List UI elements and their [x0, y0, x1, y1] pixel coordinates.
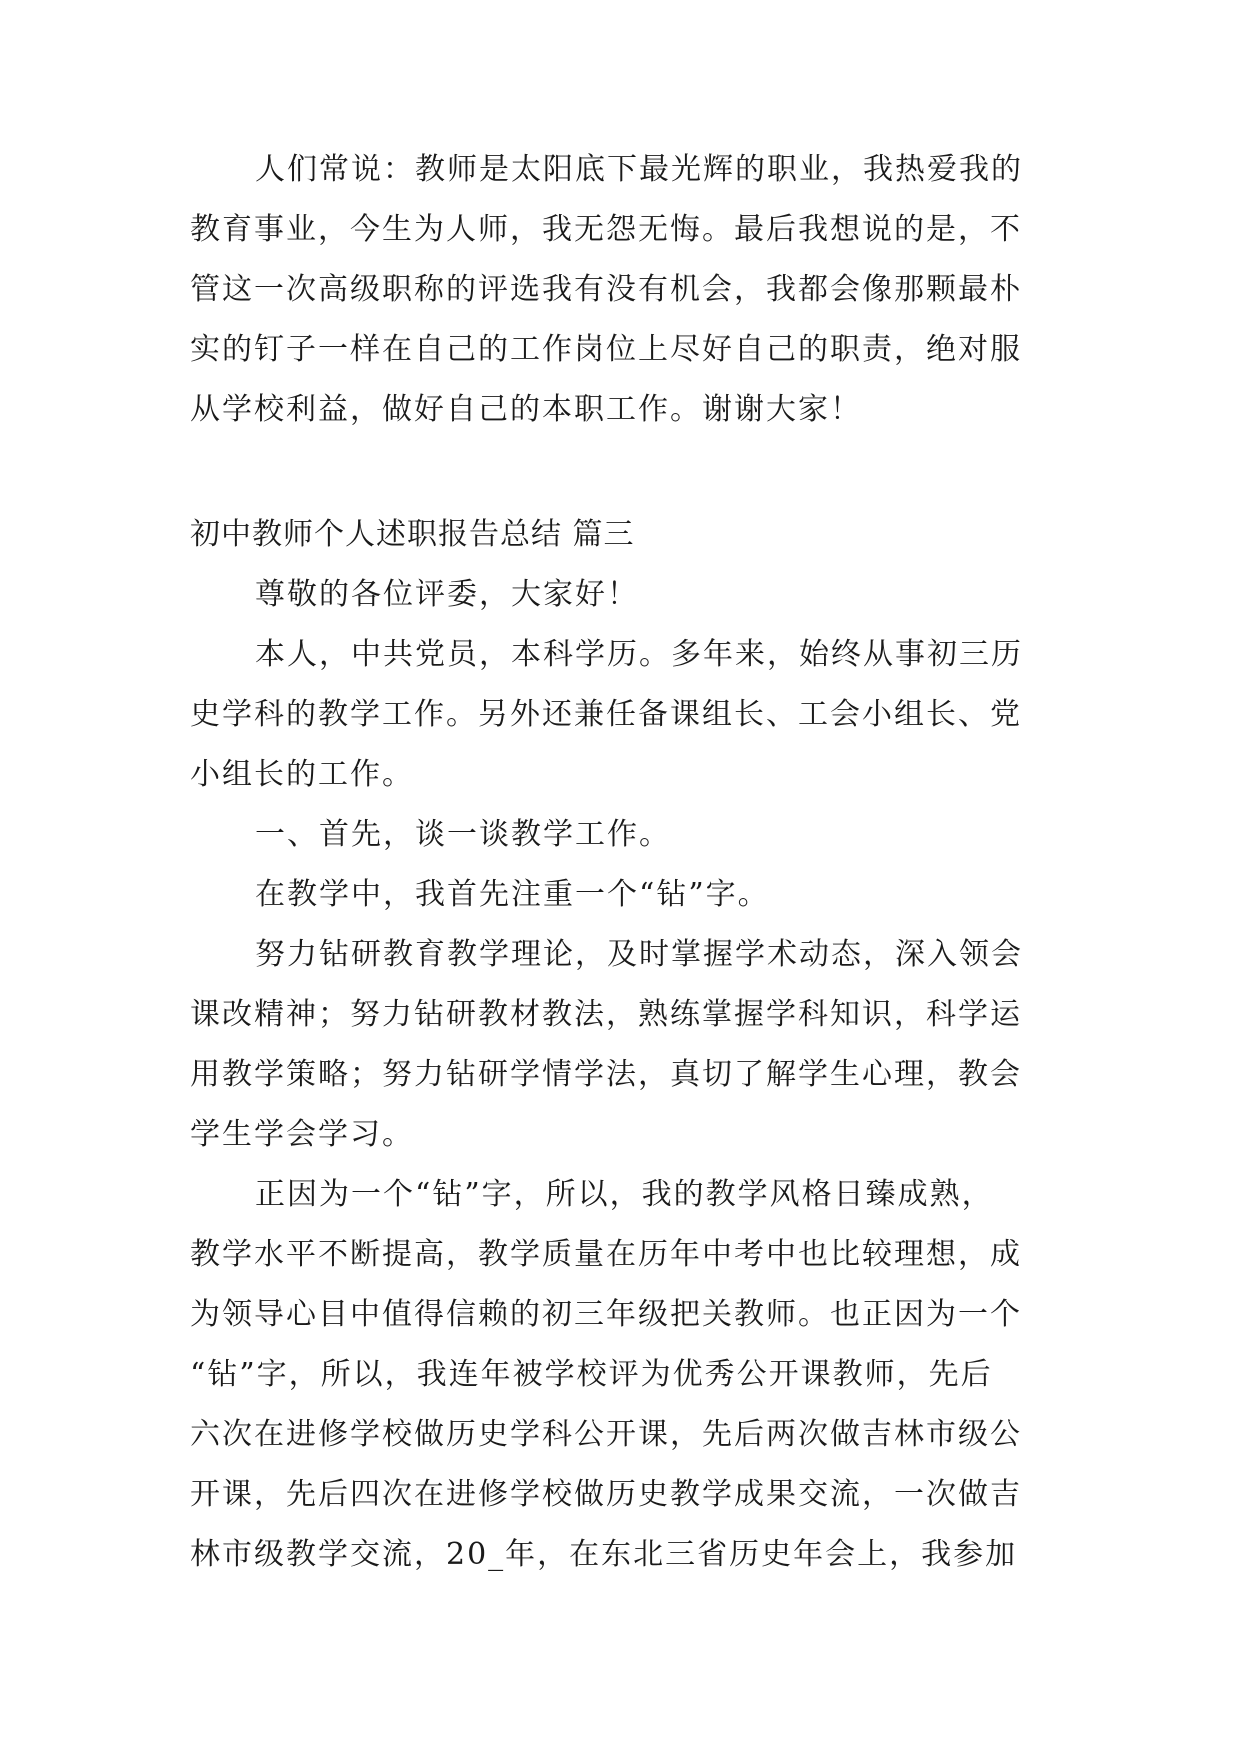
paragraph-line: 人们常说：教师是太阳底下最光辉的职业，我热爱我的 [255, 152, 1023, 187]
paragraph-line: 管这一次高级职称的评选我有没有机会，我都会像那颗最朴 [190, 272, 1022, 307]
paragraph-line: 六次在进修学校做历史学科公开课，先后两次做吉林市级公 [190, 1417, 1022, 1452]
paragraph-line: 在教学中，我首先注重一个“钻”字。 [255, 877, 770, 912]
paragraph-line: 课改精神；努力钻研教材教法，熟练掌握学科知识，科学运 [190, 997, 1022, 1032]
paragraph-line: 正因为一个“钻”字，所以，我的教学风格日臻成熟， [255, 1177, 994, 1212]
paragraph-line: 史学科的教学工作。另外还兼任备课组长、工会小组长、党 [190, 697, 1022, 732]
paragraph-line: 学生学会学习。 [190, 1117, 414, 1152]
paragraph-line: 林市级教学交流，20_年，在东北三省历史年会上，我参加 [190, 1537, 1018, 1572]
paragraph-line: 教育事业，今生为人师，我无怨无悔。最后我想说的是，不 [190, 212, 1022, 247]
paragraph-line: 从学校利益，做好自己的本职工作。谢谢大家！ [190, 392, 862, 427]
paragraph-line: 教学水平不断提高，教学质量在历年中考中也比较理想，成 [190, 1237, 1022, 1272]
greeting-line: 尊敬的各位评委，大家好！ [255, 577, 639, 612]
paragraph-line: 实的钉子一样在自己的工作岗位上尽好自己的职责，绝对服 [190, 332, 1022, 367]
paragraph-line: 努力钻研教育教学理论，及时掌握学术动态，深入领会 [255, 937, 1023, 972]
paragraph-line: 为领导心目中值得信赖的初三年级把关教师。也正因为一个 [190, 1297, 1022, 1332]
paragraph-line: 开课，先后四次在进修学校做历史教学成果交流，一次做吉 [190, 1477, 1022, 1512]
paragraph-line: 本人，中共党员，本科学历。多年来，始终从事初三历 [255, 637, 1023, 672]
paragraph-line: “钻”字，所以，我连年被学校评为优秀公开课教师，先后 [190, 1357, 993, 1392]
paragraph-line: 用教学策略；努力钻研学情学法，真切了解学生心理，教会 [190, 1057, 1022, 1092]
subheading-line: 一、首先，谈一谈教学工作。 [255, 817, 671, 852]
paragraph-line: 小组长的工作。 [190, 757, 414, 792]
section-heading: 初中教师个人述职报告总结 篇三 [190, 517, 635, 552]
